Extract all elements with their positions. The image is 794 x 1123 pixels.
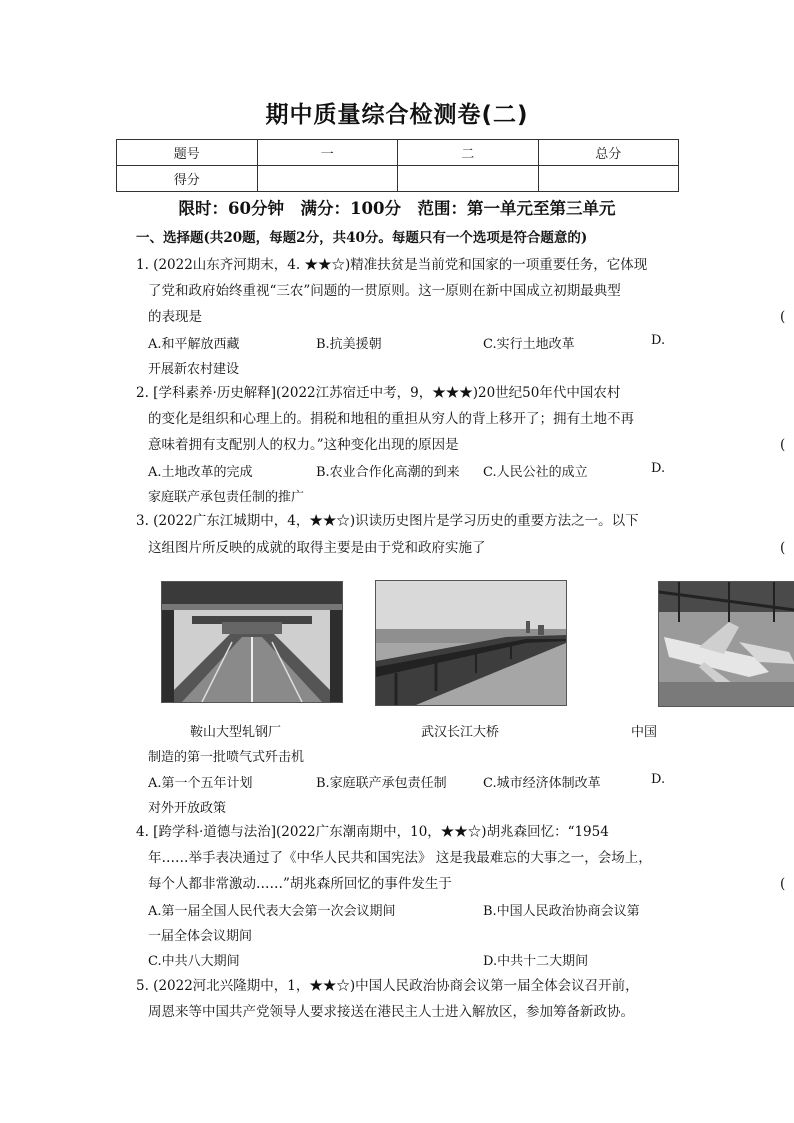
score-cell: 一 — [257, 140, 398, 166]
question-1-text: 了党和政府始终重视“三农”问题的一贯原则。这一原则在新中国成立初期最典型 — [148, 283, 621, 299]
score-table-header-row — [117, 140, 679, 166]
option-b[interactable]: B.抗美援朝 — [316, 337, 382, 352]
question-2-text: 的变化是组织和心理上的。捐税和地租的重担从穷人的背上移开了；拥有土地不再 — [148, 411, 634, 427]
option-c[interactable]: C.中共八大期间 — [148, 954, 240, 969]
question-3-text: 这组图片所反映的成就的取得主要是由于党和政府实施了 — [148, 540, 486, 556]
option-c[interactable]: C.人民公社的成立 — [483, 465, 588, 480]
score-cell: 总分 — [538, 140, 679, 166]
option-d[interactable]: D.中共十二大期间 — [483, 954, 589, 969]
question-4-text: 每个人都非常激动……”胡兆森所回忆的事件发生于 — [148, 876, 452, 892]
score-input-cell[interactable] — [538, 166, 679, 192]
answer-paren[interactable]: ( — [780, 437, 786, 453]
score-table-score-row — [117, 166, 679, 192]
option-a[interactable]: A.土地改革的完成 — [148, 465, 253, 480]
photo-caption: 中国 — [631, 725, 658, 740]
option-c[interactable]: C.实行土地改革 — [483, 337, 575, 352]
score-input-cell[interactable] — [257, 166, 398, 192]
question-2-text: 2. [学科素养·历史解释](2022江苏宿迁中考，9，★★★)20世纪50年代中国农村 — [136, 385, 621, 401]
option-b[interactable]: B.家庭联产承包责任制 — [316, 776, 447, 791]
steel-mill-photo — [161, 581, 343, 703]
option-a[interactable]: A.第一个五年计划 — [148, 776, 253, 791]
option-b[interactable]: B.中国人民政治协商会议第 — [483, 904, 640, 919]
option-d[interactable]: D. — [651, 461, 666, 476]
option-b[interactable]: B.农业合作化高潮的到来 — [316, 465, 460, 480]
photo-caption: 制造的第一批喷气式歼击机 — [148, 750, 305, 765]
question-1-text: 的表现是 — [148, 309, 202, 325]
option-a[interactable]: A.第一届全国人民代表大会第一次会议期间 — [148, 904, 396, 919]
question-4-text: 4. [跨学科·道德与法治](2022广东潮南期中，10，★★☆)胡兆森回忆：“1954 — [136, 824, 609, 840]
answer-paren[interactable]: ( — [780, 876, 786, 892]
exam-title: 期中质量综合检测卷(二) — [265, 102, 529, 128]
score-table — [116, 139, 679, 192]
option-d-text: 对外开放政策 — [148, 801, 227, 816]
answer-paren[interactable]: ( — [780, 309, 786, 325]
option-d-text: 开展新农村建设 — [148, 362, 240, 377]
option-a[interactable]: A.和平解放西藏 — [148, 337, 240, 352]
jet-fighter-photo — [658, 581, 794, 707]
question-3-text: 3. (2022广东江城期中，4，★★☆)识读历史图片是学习历史的重要方法之一。以下 — [136, 513, 639, 529]
score-cell: 题号 — [117, 140, 258, 166]
question-4-text: 年……举手表决通过了《中华人民共和国宪法》 这是我最难忘的大事之一，会场上， — [148, 850, 652, 866]
score-cell: 二 — [398, 140, 539, 166]
question-5-text: 5. (2022河北兴隆期中，1，★★☆)中国人民政治协商会议第一届全体会议召开前， — [136, 978, 639, 994]
yangtze-bridge-photo — [375, 580, 567, 706]
photo-caption: 鞍山大型轧钢厂 — [190, 725, 282, 740]
option-d[interactable]: D. — [651, 772, 666, 787]
question-2-text: 意味着拥有支配别人的权力。”这种变化出现的原因是 — [148, 437, 459, 453]
section-heading: 一、选择题(共20题，每题2分，共40分。每题只有一个选项是符合题意的) — [136, 230, 588, 246]
option-d-text: 家庭联产承包责任制的推广 — [148, 490, 305, 505]
option-b-text: 一届全体会议期间 — [148, 929, 253, 944]
score-input-cell[interactable] — [398, 166, 539, 192]
question-1-text: 1. (2022山东齐河期末，4. ★★☆)精准扶贫是当前党和国家的一项重要任务，它体现 — [136, 257, 648, 273]
time-score-range: 限时：60分钟 满分：100分 范围：第一单元至第三单元 — [178, 199, 616, 218]
score-cell: 得分 — [117, 166, 258, 192]
option-c[interactable]: C.城市经济体制改革 — [483, 776, 601, 791]
photo-caption: 武汉长江大桥 — [421, 725, 500, 740]
option-d[interactable]: D. — [651, 333, 666, 348]
question-5-text: 周恩来等中国共产党领导人要求接送在港民主人士进入解放区，参加筹备新政协。 — [148, 1004, 634, 1020]
answer-paren[interactable]: ( — [780, 540, 786, 556]
